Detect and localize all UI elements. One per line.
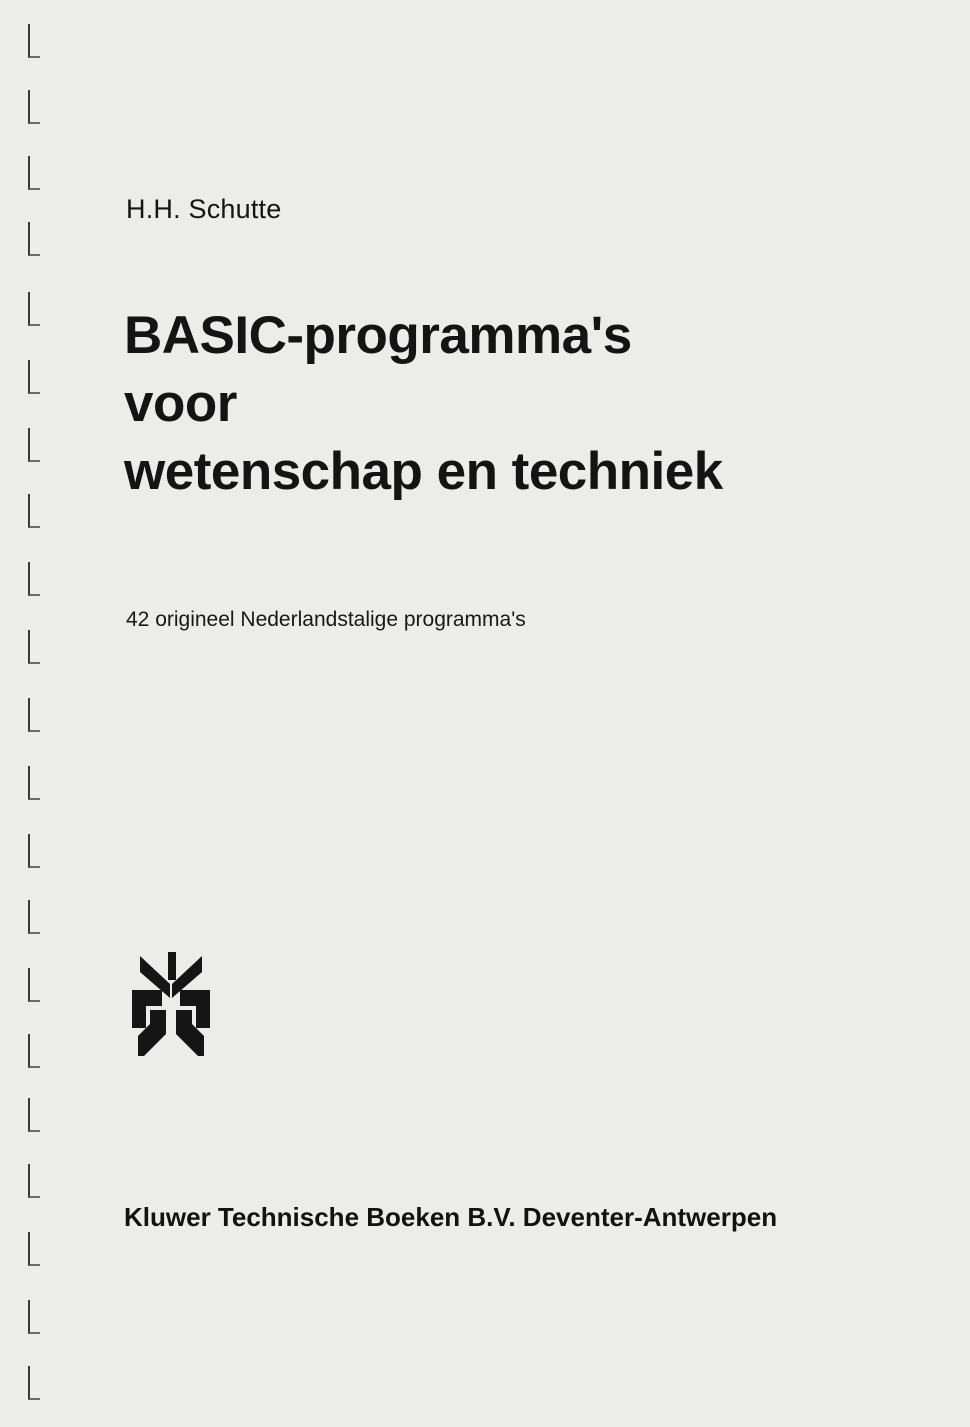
- binding-mark: [28, 766, 40, 800]
- binding-mark: [28, 968, 40, 1002]
- binding-mark: [28, 24, 40, 58]
- binding-mark: [28, 1164, 40, 1198]
- binding-mark: [28, 222, 40, 256]
- binding-mark: [28, 1232, 40, 1266]
- binding-mark: [28, 292, 40, 326]
- binding-mark: [28, 1366, 40, 1400]
- binding-mark: [28, 494, 40, 528]
- publisher-logo-icon: [132, 950, 210, 1058]
- binding-mark: [28, 90, 40, 124]
- binding-mark: [28, 1034, 40, 1068]
- binding-mark: [28, 698, 40, 732]
- binding-mark: [28, 360, 40, 394]
- binding-mark: [28, 428, 40, 462]
- binding-mark: [28, 562, 40, 596]
- spiral-binding: [28, 0, 42, 1427]
- book-subtitle: 42 origineel Nederlandstalige programma's: [126, 608, 526, 631]
- title-line-1: BASIC-programma's: [124, 306, 632, 365]
- binding-mark: [28, 900, 40, 934]
- title-line-2: voor: [124, 374, 237, 433]
- binding-mark: [28, 1300, 40, 1334]
- binding-mark: [28, 630, 40, 664]
- book-title: [124, 302, 723, 506]
- publisher-name: Kluwer Technische Boeken B.V. Deventer-Antwerpen: [124, 1202, 778, 1232]
- author-name: H.H. Schutte: [126, 194, 282, 224]
- binding-mark: [28, 1098, 40, 1132]
- title-line-3: wetenschap en techniek: [124, 442, 723, 501]
- binding-mark: [28, 834, 40, 868]
- binding-mark: [28, 156, 40, 190]
